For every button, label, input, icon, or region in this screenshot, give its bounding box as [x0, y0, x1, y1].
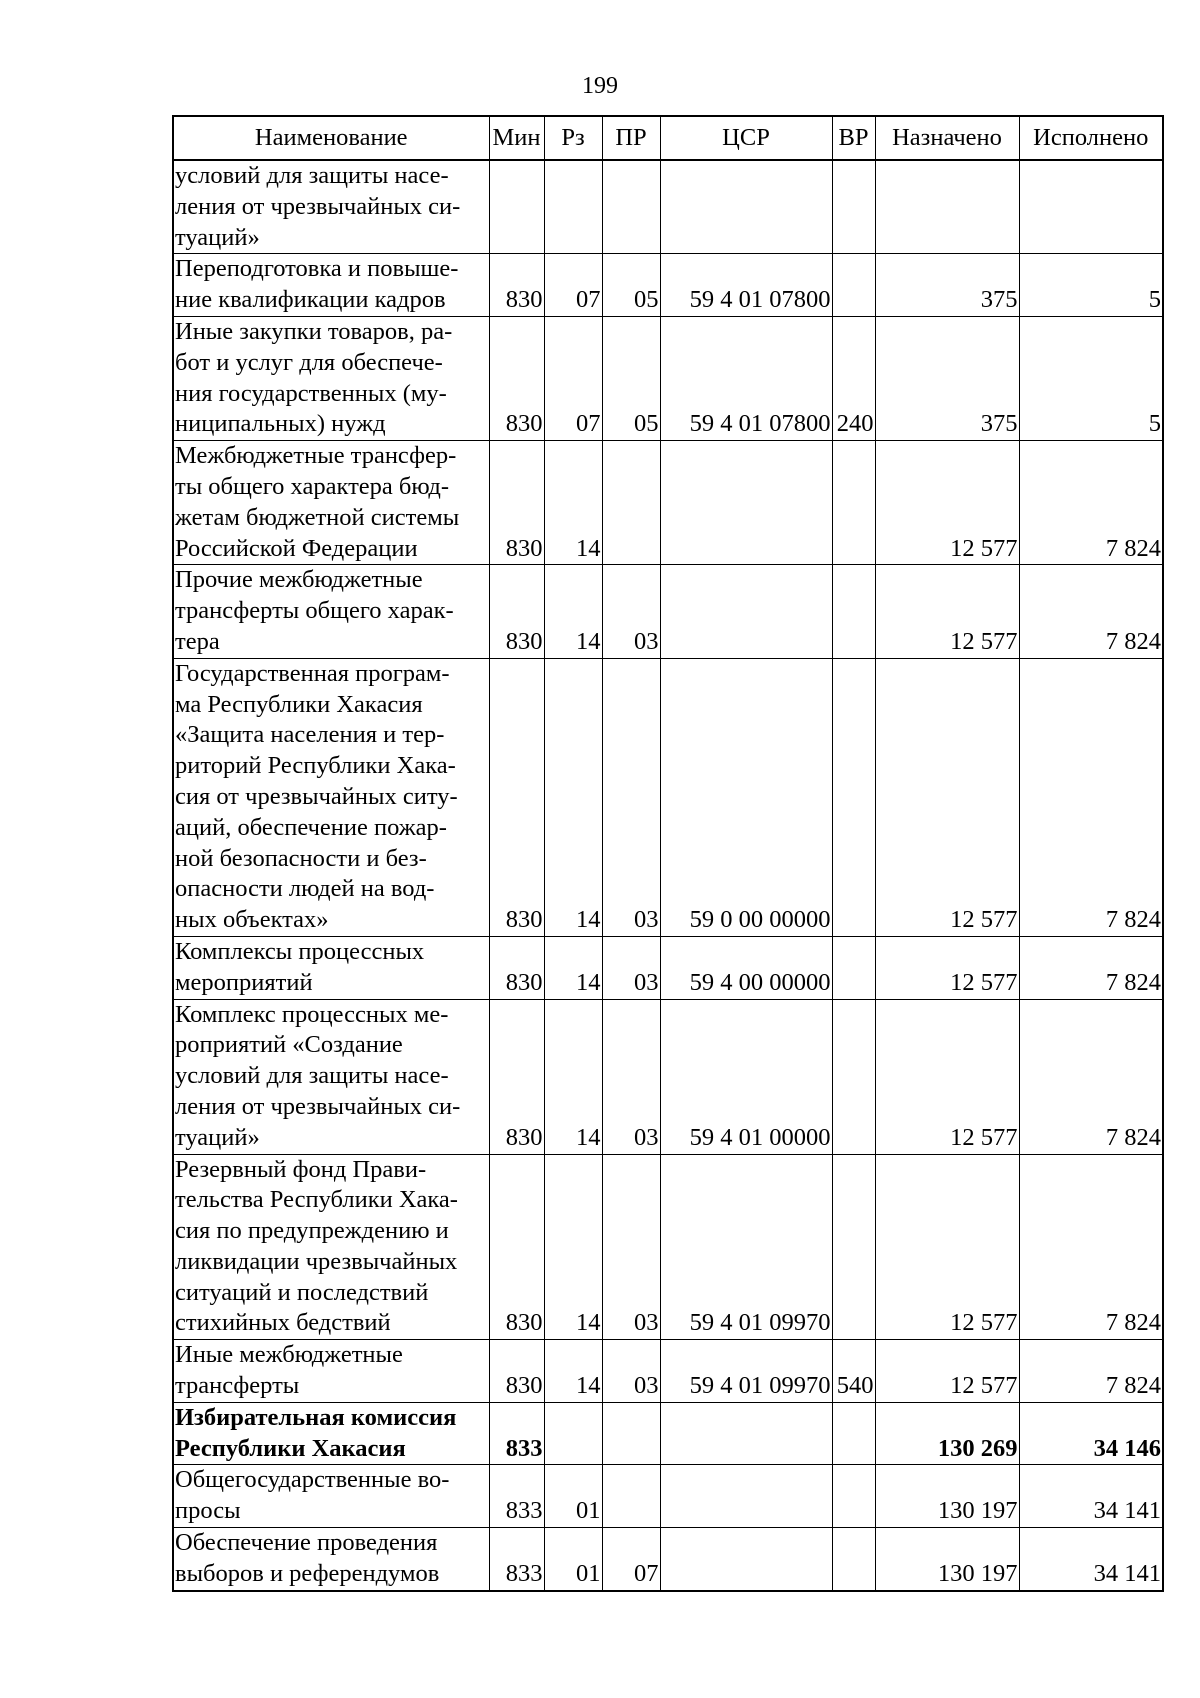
- page-number: 199: [582, 73, 618, 99]
- cell-naznacheno: 375: [875, 316, 1019, 440]
- cell-ispolneno: 5: [1019, 254, 1163, 317]
- cell-name: Иные закупки товаров, ра- бот и услуг для обеспече- ния государственных (му- ниципальных) нужд: [173, 316, 489, 440]
- cell-pr: [602, 160, 660, 254]
- cell-name: Прочие межбюджетные трансферты общего харак- тера: [173, 565, 489, 658]
- cell-min: 830: [489, 1340, 544, 1403]
- cell-naznacheno: [875, 160, 1019, 254]
- cell-rz: 01: [544, 1528, 602, 1591]
- cell-rz: 14: [544, 658, 602, 936]
- cell-vr: [832, 1154, 875, 1340]
- cell-rz: 14: [544, 441, 602, 565]
- table-row: [173, 999, 1163, 1154]
- table-row: [173, 1340, 1163, 1403]
- cell-vr: [832, 936, 875, 999]
- cell-naznacheno: 12 577: [875, 658, 1019, 936]
- cell-name: условий для защиты насе- ления от чрезвычайных си- туаций»: [173, 160, 489, 254]
- cell-csr: [660, 565, 832, 658]
- cell-min: 830: [489, 658, 544, 936]
- cell-csr: [660, 441, 832, 565]
- cell-name: Комплексы процессных мероприятий: [173, 936, 489, 999]
- cell-min: 830: [489, 441, 544, 565]
- cell-min: 830: [489, 565, 544, 658]
- header-ispolneno: Исполнено: [1019, 116, 1163, 160]
- cell-pr: [602, 1465, 660, 1528]
- cell-csr: 59 4 01 09970: [660, 1340, 832, 1403]
- cell-ispolneno: 7 824: [1019, 565, 1163, 658]
- table-row: [173, 658, 1163, 936]
- cell-naznacheno: 12 577: [875, 441, 1019, 565]
- cell-min: 830: [489, 316, 544, 440]
- header-pr: ПР: [602, 116, 660, 160]
- cell-pr: 03: [602, 658, 660, 936]
- table-row: [173, 1402, 1163, 1465]
- cell-name: Общегосударственные во- просы: [173, 1465, 489, 1528]
- cell-ispolneno: 7 824: [1019, 658, 1163, 936]
- cell-pr: 05: [602, 254, 660, 317]
- header-naznacheno: Назначено: [875, 116, 1019, 160]
- cell-pr: 03: [602, 565, 660, 658]
- header-name: Наименование: [173, 116, 489, 160]
- header-csr: ЦСР: [660, 116, 832, 160]
- cell-naznacheno: 12 577: [875, 1154, 1019, 1340]
- cell-csr: 59 0 00 00000: [660, 658, 832, 936]
- cell-csr: [660, 1465, 832, 1528]
- cell-rz: [544, 1402, 602, 1465]
- cell-ispolneno: 7 824: [1019, 1154, 1163, 1340]
- cell-csr: 59 4 01 07800: [660, 316, 832, 440]
- cell-min: 830: [489, 936, 544, 999]
- cell-pr: 07: [602, 1528, 660, 1591]
- cell-rz: 01: [544, 1465, 602, 1528]
- header-row: [173, 116, 1163, 160]
- cell-ispolneno: 34 141: [1019, 1465, 1163, 1528]
- cell-pr: 03: [602, 936, 660, 999]
- cell-name: Комплекс процессных ме- роприятий «Создание условий для защиты насе- ления от чрезвычайных си- туаций»: [173, 999, 489, 1154]
- cell-ispolneno: 34 146: [1019, 1402, 1163, 1465]
- table-row: [173, 316, 1163, 440]
- cell-min: 833: [489, 1528, 544, 1591]
- cell-pr: 03: [602, 999, 660, 1154]
- cell-csr: [660, 1402, 832, 1465]
- cell-csr: 59 4 01 00000: [660, 999, 832, 1154]
- cell-rz: 07: [544, 316, 602, 440]
- cell-vr: [832, 999, 875, 1154]
- cell-vr: [832, 254, 875, 317]
- cell-pr: [602, 441, 660, 565]
- cell-ispolneno: 7 824: [1019, 999, 1163, 1154]
- cell-vr: [832, 1402, 875, 1465]
- table-row: [173, 1465, 1163, 1528]
- cell-name: Избирательная комиссия Республики Хакасия: [173, 1402, 489, 1465]
- cell-rz: [544, 160, 602, 254]
- cell-name: Переподготовка и повыше- ние квалификации кадров: [173, 254, 489, 317]
- cell-min: 830: [489, 254, 544, 317]
- header-rz: Рз: [544, 116, 602, 160]
- cell-name: Резервный фонд Прави- тельства Республики Хака- сия по предупреждению и ликвидации чрезвычайных ситуаций и последствий стихийных бедствий: [173, 1154, 489, 1340]
- cell-naznacheno: 12 577: [875, 1340, 1019, 1403]
- cell-naznacheno: 12 577: [875, 999, 1019, 1154]
- cell-min: 830: [489, 1154, 544, 1340]
- cell-ispolneno: 7 824: [1019, 1340, 1163, 1403]
- cell-vr: 540: [832, 1340, 875, 1403]
- cell-rz: 14: [544, 565, 602, 658]
- header-vr: ВР: [832, 116, 875, 160]
- cell-naznacheno: 12 577: [875, 936, 1019, 999]
- cell-csr: [660, 1528, 832, 1591]
- cell-csr: [660, 160, 832, 254]
- cell-csr: 59 4 01 07800: [660, 254, 832, 317]
- cell-naznacheno: 130 197: [875, 1465, 1019, 1528]
- cell-naznacheno: 12 577: [875, 565, 1019, 658]
- cell-naznacheno: 375: [875, 254, 1019, 317]
- header-min: Мин: [489, 116, 544, 160]
- cell-vr: 240: [832, 316, 875, 440]
- cell-rz: 14: [544, 936, 602, 999]
- table-body: [173, 160, 1163, 1591]
- cell-min: [489, 160, 544, 254]
- cell-pr: 05: [602, 316, 660, 440]
- cell-rz: 14: [544, 1154, 602, 1340]
- cell-vr: [832, 658, 875, 936]
- cell-ispolneno: 7 824: [1019, 441, 1163, 565]
- cell-min: 830: [489, 999, 544, 1154]
- table-row: [173, 565, 1163, 658]
- cell-rz: 07: [544, 254, 602, 317]
- cell-name: Иные межбюджетные трансферты: [173, 1340, 489, 1403]
- cell-pr: [602, 1402, 660, 1465]
- table-row: [173, 1154, 1163, 1340]
- cell-vr: [832, 565, 875, 658]
- table-row: [173, 441, 1163, 565]
- cell-vr: [832, 160, 875, 254]
- cell-pr: 03: [602, 1340, 660, 1403]
- cell-ispolneno: 34 141: [1019, 1528, 1163, 1591]
- cell-name: Обеспечение проведения выборов и референдумов: [173, 1528, 489, 1591]
- table-row: [173, 254, 1163, 317]
- cell-ispolneno: [1019, 160, 1163, 254]
- cell-csr: 59 4 01 09970: [660, 1154, 832, 1340]
- cell-vr: [832, 1528, 875, 1591]
- table-row: [173, 1528, 1163, 1591]
- cell-name: Межбюджетные трансфер- ты общего характера бюд- жетам бюджетной системы Российской Федерации: [173, 441, 489, 565]
- cell-naznacheno: 130 197: [875, 1528, 1019, 1591]
- cell-ispolneno: 5: [1019, 316, 1163, 440]
- table-row: [173, 160, 1163, 254]
- cell-vr: [832, 1465, 875, 1528]
- cell-csr: 59 4 00 00000: [660, 936, 832, 999]
- cell-name: Государственная програм- ма Республики Хакасия «Защита населения и тер- риторий Республики Хака- сия от чрезвычайных ситу- аций, обеспечение пожар- ной безопасности и без- опасности людей на вод- ных объектах»: [173, 658, 489, 936]
- cell-pr: 03: [602, 1154, 660, 1340]
- cell-rz: 14: [544, 1340, 602, 1403]
- cell-rz: 14: [544, 999, 602, 1154]
- cell-ispolneno: 7 824: [1019, 936, 1163, 999]
- cell-min: 833: [489, 1402, 544, 1465]
- table-header: [173, 116, 1163, 160]
- table-row: [173, 936, 1163, 999]
- budget-table: [172, 115, 1164, 1592]
- cell-min: 833: [489, 1465, 544, 1528]
- cell-naznacheno: 130 269: [875, 1402, 1019, 1465]
- cell-vr: [832, 441, 875, 565]
